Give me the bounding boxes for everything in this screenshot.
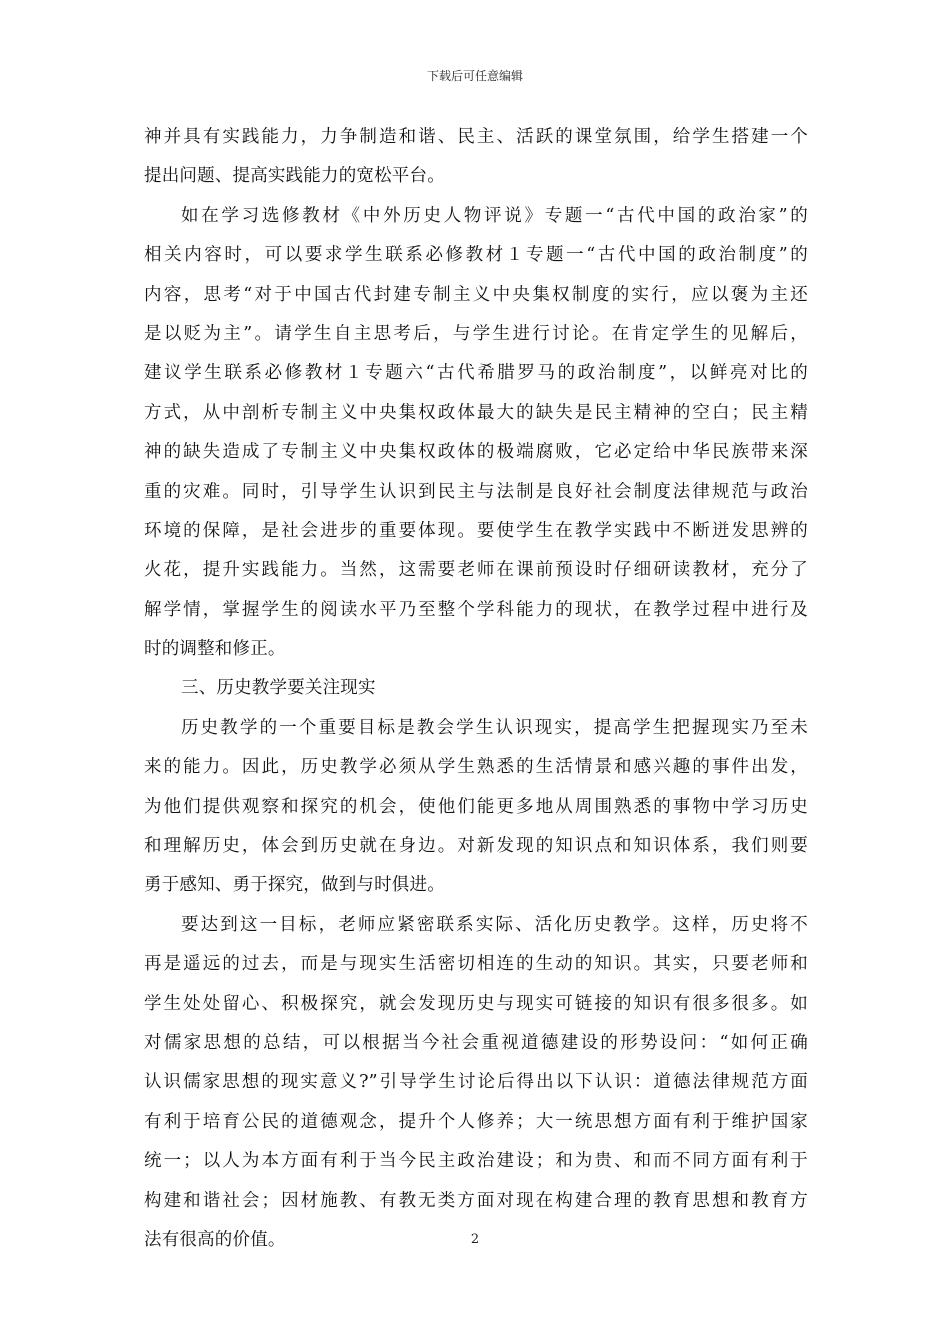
text-line: 要达到这一目标，老师应紧密联系实际、活化历史教学。这样，历史将不 xyxy=(181,914,808,935)
text-line: 建议学生联系必修教材１专题六“古代希腊罗马的政治制度”，以鲜亮对比的 xyxy=(144,363,808,384)
text-line: 环境的保障，是社会进步的重要体现。要使学生在教学实践中不断迸发思辨的 xyxy=(144,520,808,541)
paragraph xyxy=(144,906,808,1261)
text-line: 法有很高的价值。 xyxy=(144,1229,286,1250)
text-line: 再是遥远的过去，而是与现实生活密切相连的生动的知识。其实，只要老师和 xyxy=(144,954,808,975)
page-header: 下载后可任意编辑 xyxy=(426,69,523,83)
text-line: 相关内容时，可以要求学生联系必修教材１专题一“古代中国的政治制度”的 xyxy=(144,245,808,266)
paragraph xyxy=(144,197,808,670)
document-body xyxy=(144,118,808,1260)
text-line: 学生处处留心、积极探究，就会发现历史与现实可链接的知识有很多很多。如 xyxy=(144,993,808,1014)
text-line: 解学情，掌握学生的阅读水平乃至整个学科能力的现状，在教学过程中进行及 xyxy=(144,599,808,620)
text-line: 火花，提升实践能力。当然，这需要老师在课前预设时仔细研读教材，充分了 xyxy=(144,560,808,581)
text-line: 为他们提供观察和探究的机会，使他们能更多地从周围熟悉的事物中学习历史 xyxy=(144,796,808,817)
text-line: 来的能力。因此，历史教学必须从学生熟悉的生活情景和感兴趣的事件出发， xyxy=(144,757,808,778)
text-line: 时的调整和修正。 xyxy=(144,639,286,660)
text-line: 神并具有实践能力，力争制造和谐、民主、活跃的课堂氛围，给学生搭建一个 xyxy=(144,127,808,147)
text-line: 如在学习选修教材《中外历史人物评说》专题一“古代中国的政治家”的 xyxy=(181,205,808,226)
paragraph xyxy=(144,118,808,197)
paragraph xyxy=(144,709,808,906)
text-line: 神的缺失造成了专制主义中央集权政体的极端腐败，它必定给中华民族带来深 xyxy=(144,442,808,463)
page-number: 2 xyxy=(470,1232,480,1247)
text-line: 对儒家思想的总结，可以根据当今社会重视道德建设的形势设问：“如何正确 xyxy=(144,1032,808,1053)
text-line: 有利于培育公民的道德观念，提升个人修养；大一统思想方面有利于维护国家 xyxy=(144,1111,808,1132)
text-line: 历史教学的一个重要目标是教会学生认识现实，提高学生把握现实乃至未 xyxy=(181,717,808,738)
text-line: 勇于感知、勇于探究，做到与时俱进。 xyxy=(144,875,445,896)
section-heading xyxy=(144,669,808,708)
text-line: 重的灾难。同时，引导学生认识到民主与法制是良好社会制度法律规范与政治 xyxy=(144,481,808,502)
text-line: 内容，思考“对于中国古代封建专制主义中央集权制度的实行，应以褒为主还 xyxy=(144,284,808,305)
text-line: 统一；以人为本方面有利于当今民主政治建设；和为贵、和而不同方面有利于 xyxy=(144,1151,808,1172)
text-line: 和理解历史，体会到历史就在身边。对新发现的知识点和知识体系，我们则要 xyxy=(144,836,808,857)
text-line: 构建和谐社会；因材施教、有教无类方面对现在构建合理的教育思想和教育方 xyxy=(144,1190,808,1211)
text-line: 提出问题、提高实践能力的宽松平台。 xyxy=(144,166,445,187)
text-line: 方式，从中剖析专制主义中央集权政体最大的缺失是民主精神的空白；民主精 xyxy=(144,402,808,423)
text-line: 是以贬为主”。请学生自主思考后，与学生进行讨论。在肯定学生的见解后， xyxy=(144,323,808,344)
text-line: 认识儒家思想的现实意义?”引导学生讨论后得出以下认识：道德法律规范方面 xyxy=(144,1072,808,1093)
text-line: 三、历史教学要关注现实 xyxy=(181,678,376,699)
